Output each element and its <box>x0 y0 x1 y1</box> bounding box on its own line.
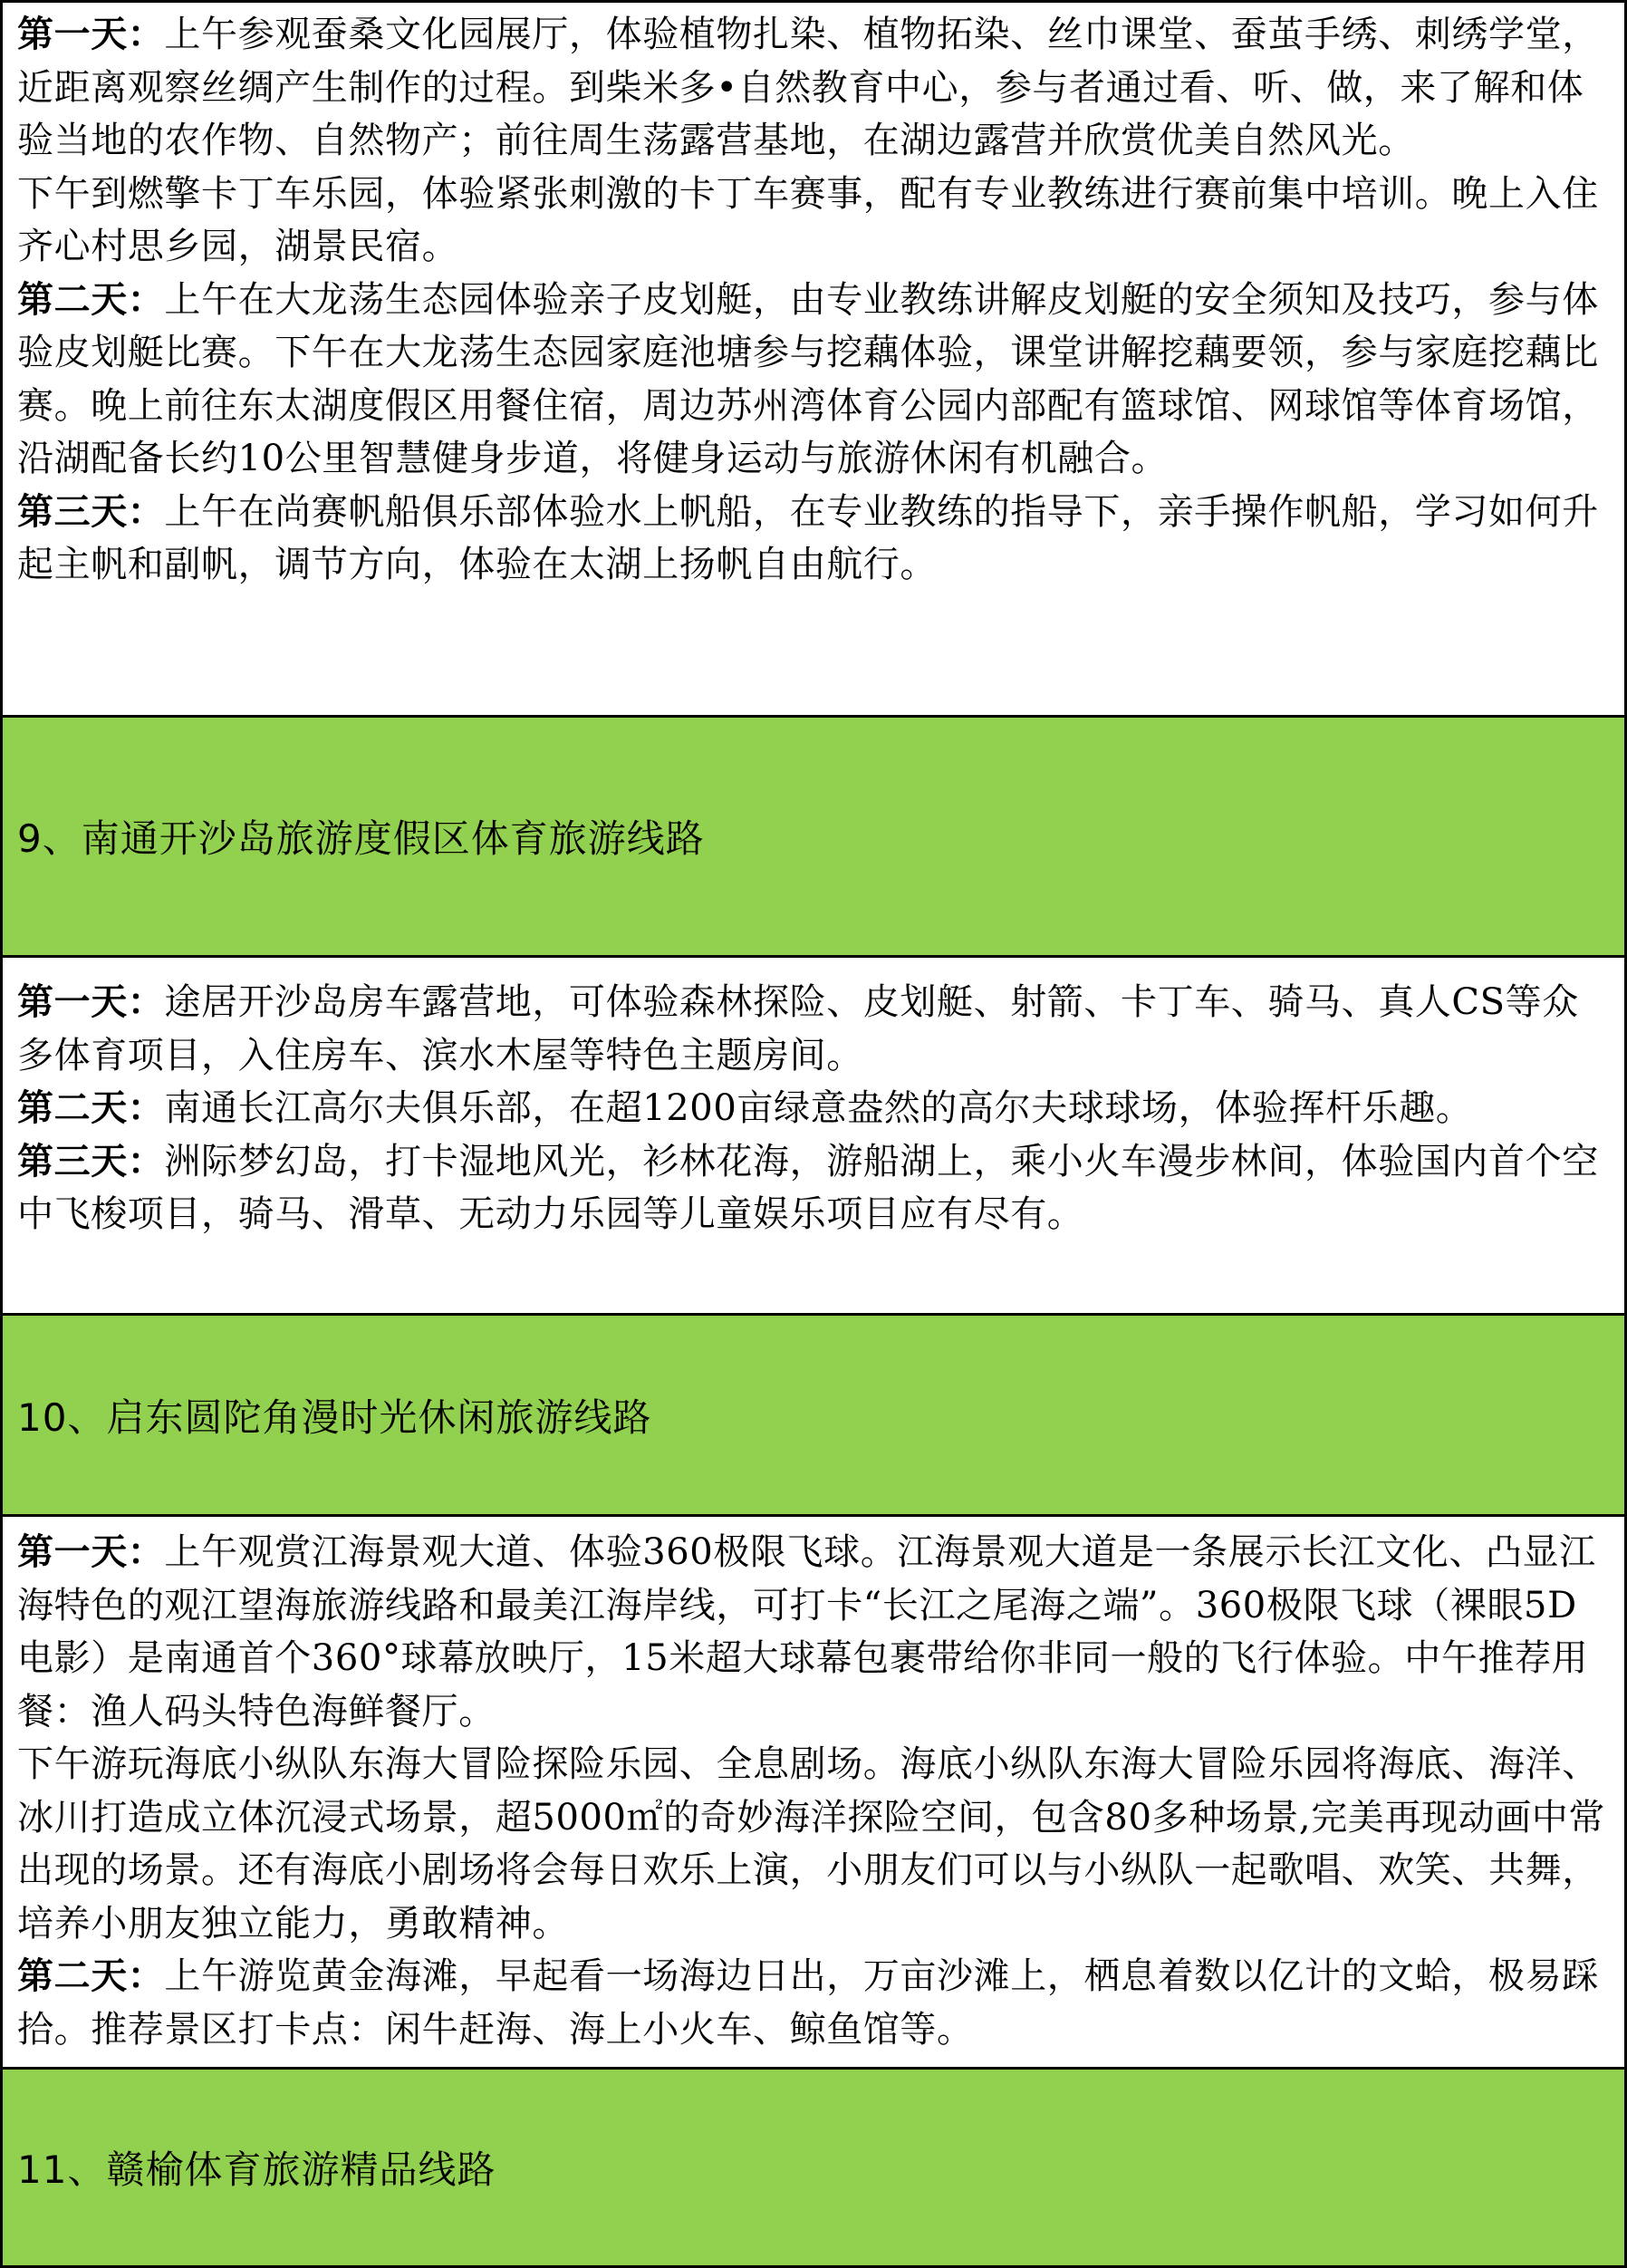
route-header-cell <box>2 717 1626 957</box>
route-header-cell <box>2 2069 1626 2267</box>
paragraph <box>17 1950 1612 2056</box>
day-label: 第一天： <box>17 14 165 55</box>
route-title: 11、赣榆体育旅游精品线路 <box>17 2147 496 2192</box>
paragraph-text: 南通长江高尔夫俱乐部，在超1200亩绿意盎然的高尔夫球球场，体验挥杆乐趣。 <box>164 1087 1473 1129</box>
day-label: 第二天： <box>17 1955 165 1997</box>
paragraph <box>17 1135 1612 1241</box>
paragraph <box>17 1738 1612 1950</box>
paragraph <box>17 1082 1612 1135</box>
paragraph <box>17 486 1612 592</box>
day-label: 第三天： <box>17 490 165 533</box>
day-label: 第三天： <box>17 1140 165 1182</box>
route-description-cell <box>2 957 1626 1315</box>
day-label: 第一天： <box>17 1531 165 1573</box>
paragraph-text: 下午游玩海底小纵队东海大冒险探险乐园、全息剧场。海底小纵队东海大冒险乐园将海底、海洋、冰川打造成立体沉浸式场景，超5000㎡的奇妙海洋探险空间，包含80多种场景,完美再现动画中常出现的场景。还有海底小剧场将会每日欢乐上演，小朋友们可以与小纵队一起歌唱、欢笑、共舞，培养小朋友独立能力，勇敢精神。 <box>17 1743 1606 1945</box>
paragraph <box>17 1526 1612 1738</box>
table-row <box>2 717 1626 957</box>
paragraph-text: 上午在大龙荡生态园体验亲子皮划艇，由专业教练讲解皮划艇的安全须知及技巧，参与体验皮划艇比赛。下午在大龙荡生态园家庭池塘参与挖藕体验，课堂讲解挖藕要领，参与家庭挖藕比赛。晚上前往东太湖度假区用餐住宿，周边苏州湾体育公园内部配有篮球馆、网球馆等体育场馆，沿湖配备长约10公里智慧健身步道，将健身运动与旅游休闲有机融合。 <box>17 278 1599 479</box>
day-label: 第一天： <box>17 981 165 1023</box>
route-description-cell <box>2 1516 1626 2069</box>
paragraph-text: 洲际梦幻岛，打卡湿地风光，衫林花海，游船湖上，乘小火车漫步林间，体验国内首个空中飞梭项目，骑马、滑草、无动力乐园等儿童娱乐项目应有尽有。 <box>17 1140 1599 1235</box>
paragraph <box>17 274 1612 486</box>
route-title: 10、启东圆陀角漫时光休闲旅游线路 <box>17 1395 652 1440</box>
table-row <box>2 1315 1626 1516</box>
table-row <box>2 957 1626 1315</box>
paragraph <box>17 168 1612 274</box>
day-label: 第二天： <box>17 278 165 321</box>
route-title: 9、南通开沙岛旅游度假区体育旅游线路 <box>17 816 705 861</box>
paragraph <box>17 976 1612 1082</box>
table-row <box>2 2 1626 717</box>
paragraph-text: 途居开沙岛房车露营地，可体验森林探险、皮划艇、射箭、卡丁车、骑马、真人CS等众多体育项目，入住房车、滨水木屋等特色主题房间。 <box>17 981 1579 1076</box>
table-row <box>2 1516 1626 2069</box>
day-label: 第二天： <box>17 1087 165 1129</box>
table-row <box>2 2069 1626 2267</box>
route-header-cell <box>2 1315 1626 1516</box>
paragraph-text: 上午参观蚕桑文化园展厅，体验植物扎染、植物拓染、丝巾课堂、蚕茧手绣、刺绣学堂，近距离观察丝绸产生制作的过程。到柴米多•自然教育中心，参与者通过看、听、做，来了解和体验当地的农作物、自然物产；前往周生荡露营基地，在湖边露营并欣赏优美自然风光。 <box>17 14 1599 161</box>
paragraph-text: 下午到燃擎卡丁车乐园，体验紧张刺激的卡丁车赛事，配有专业教练进行赛前集中培训。晚上入住齐心村思乡园，湖景民宿。 <box>17 172 1599 267</box>
paragraph-text: 上午观赏江海景观大道、体验360极限飞球。江海景观大道是一条展示长江文化、凸显江海特色的观江望海旅游线路和最美江海岸线，可打卡“长江之尾海之端”。360极限飞球（裸眼5D电影）是南通首个360°球幕放映厅，15米超大球幕包裹带给你非同一般的飞行体验。中午推荐用餐：渔人码头特色海鲜餐厅。 <box>17 1531 1596 1732</box>
paragraph-text: 上午在尚赛帆船俱乐部体验水上帆船，在专业教练的指导下，亲手操作帆船，学习如何升起主帆和副帆，调节方向，体验在太湖上扬帆自由航行。 <box>17 490 1599 585</box>
paragraph <box>17 8 1612 168</box>
paragraph-text: 上午游览黄金海滩，早起看一场海边日出，万亩沙滩上，栖息着数以亿计的文蛤，极易踩拾。推荐景区打卡点：闲牛赶海、海上小火车、鲸鱼馆等。 <box>17 1955 1599 2051</box>
route-description-cell <box>2 2 1626 717</box>
